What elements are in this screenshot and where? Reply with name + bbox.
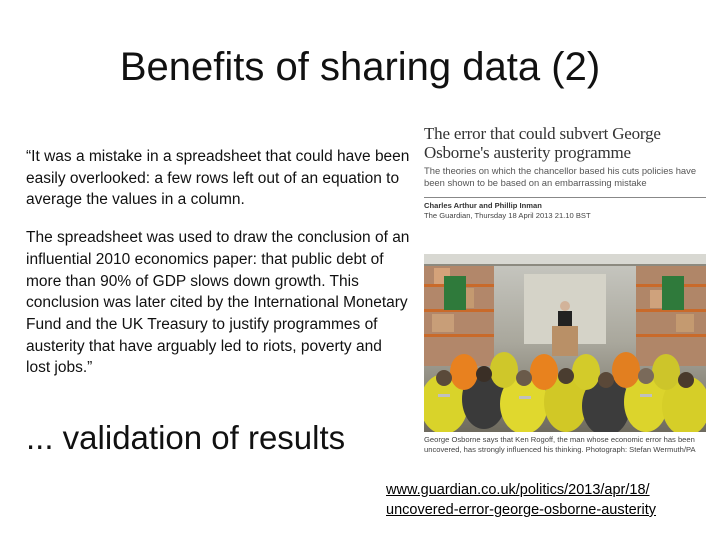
validation-subtitle: ... validation of results xyxy=(26,419,346,456)
slide-title: Benefits of sharing data (2) xyxy=(119,45,601,89)
article-screenshot xyxy=(424,122,706,459)
source-link[interactable] xyxy=(386,480,716,520)
article-photo xyxy=(424,254,706,432)
source-link-line-1[interactable]: www.guardian.co.uk/politics/2013/apr/18/ xyxy=(386,482,650,498)
article-divider xyxy=(424,197,706,198)
article-headline: The error that could subvert George Osborne's austerity programme xyxy=(424,124,661,162)
quote-paragraph-1: “It was a mistake in a spreadsheet that could have been easily overlooked: a few rows left out of an equation to average the values in a column. xyxy=(26,148,410,209)
quote-paragraph-2: The spreadsheet was used to draw the conclusion of an influential 2010 economics paper: that public debt of more than 90% of GDP slows down growth. This conclusion was later cited by the International Monetary Fund and the UK Treasury to justify programmes of austerity that have arguably led to riots, poverty and lost jobs.” xyxy=(26,229,410,377)
article-byline: Charles Arthur and Phillip Inman xyxy=(424,201,542,210)
article-dateline: The Guardian, Thursday 18 April 2013 21.10 BST xyxy=(424,210,591,220)
quote-block xyxy=(26,146,410,395)
article-standfirst: The theories on which the chancellor based his cuts policies have been shown to be based on an embarrassing mistake xyxy=(424,165,697,188)
source-link-line-2[interactable]: uncovered-error-george-osborne-austerity xyxy=(386,502,656,518)
article-photo-caption: George Osborne says that Ken Rogoff, the man whose economic error has been uncovered, has strongly influenced his thinking. Photograph: Stefan Wermuth/PA xyxy=(424,435,696,454)
